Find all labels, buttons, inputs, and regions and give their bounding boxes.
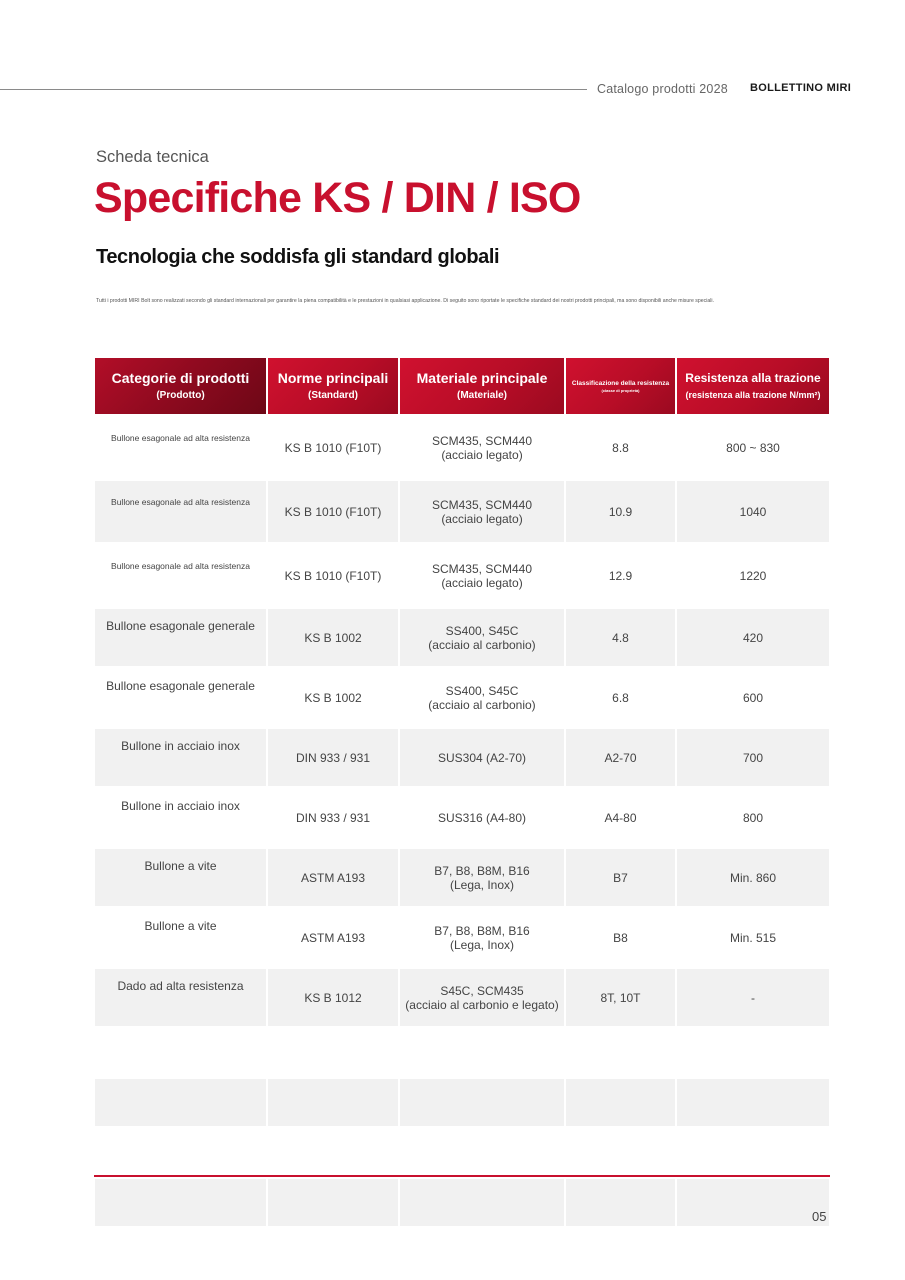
table-row-empty <box>95 1029 829 1076</box>
material-name: S45C, SCM435 <box>440 983 524 998</box>
cell-tensile: Min. 860 <box>677 849 829 906</box>
material-name: SCM435, SCM440 <box>431 433 533 448</box>
column-header-sublabel: (Prodotto) <box>156 390 205 401</box>
cell-grade: 6.8 <box>612 690 629 705</box>
column-header-sublabel: (Standard) <box>308 390 358 401</box>
material-name: SCM435, SCM440 <box>431 497 533 512</box>
cell-standard: DIN 933 / 931 <box>268 729 398 786</box>
material-name: B7, B8, B8M, B16 <box>434 923 530 938</box>
table-row <box>95 609 829 666</box>
cell-grade: B7 <box>566 849 675 906</box>
cell-grade: A2-70 <box>566 729 675 786</box>
cell-material <box>400 909 564 966</box>
cell-grade: 10.9 <box>566 481 675 542</box>
cell-standard: KS B 1010 (F10T) <box>284 568 382 583</box>
column-header-tensile <box>677 358 829 414</box>
spec-table <box>93 355 831 1229</box>
column-header-label: Materiale principale <box>416 370 548 386</box>
column-header-sublabel: (resistenza alla trazione N/mm²) <box>685 390 821 400</box>
table-row <box>95 481 829 542</box>
material-name: SCM435, SCM440 <box>431 561 533 576</box>
cell-material <box>400 417 564 478</box>
cell-grade: 8.8 <box>612 440 629 455</box>
material-note: (acciaio legato) <box>441 575 523 590</box>
cell-grade: B8 <box>613 930 628 945</box>
column-header-label: Resistenza alla trazione <box>685 371 821 385</box>
page-subtitle: Tecnologia che soddisfa gli standard globali <box>96 246 500 268</box>
cell-material: SUS304 (A2-70) <box>400 729 564 786</box>
cell-tensile: 700 <box>677 729 829 786</box>
cell-material <box>400 545 564 606</box>
column-header-sublabel: (classe di proprietà) <box>601 387 640 393</box>
cell-category: Bullone esagonale ad alta resistenza <box>111 561 250 571</box>
cell-standard: KS B 1002 <box>268 609 398 666</box>
cell-grade: A4-80 <box>604 810 637 825</box>
cell-tensile: 1040 <box>677 481 829 542</box>
material-name: SS400, S45C <box>445 683 519 698</box>
column-header-label: Categorie di prodotti <box>111 370 250 386</box>
material-note: (acciaio legato) <box>441 447 523 462</box>
cell-standard: ASTM A193 <box>268 849 398 906</box>
header-brand-label: BOLLETTINO MIRI <box>750 82 852 94</box>
cell-tensile: 1220 <box>739 568 767 583</box>
table-row <box>95 849 829 906</box>
cell-material <box>400 609 564 666</box>
header-rule <box>0 89 587 90</box>
cell-tensile: - <box>677 969 829 1026</box>
cell-category: Bullone esagonale generale <box>106 679 255 693</box>
material-note: (acciaio al carbonio) <box>428 637 536 652</box>
cell-category: Bullone esagonale generale <box>95 609 266 666</box>
material-note: (Lega, Inox) <box>449 877 515 892</box>
material-note: (Lega, Inox) <box>449 937 515 952</box>
cell-grade: 4.8 <box>566 609 675 666</box>
cell-category: Bullone a vite <box>95 849 266 906</box>
table-row <box>95 669 829 726</box>
table-header-row <box>95 358 829 414</box>
column-header-material <box>400 358 564 414</box>
table-row <box>95 789 829 846</box>
cell-standard: KS B 1002 <box>304 690 362 705</box>
table-row-empty <box>95 1179 829 1226</box>
table-row <box>95 729 829 786</box>
cell-grade: 8T, 10T <box>566 969 675 1026</box>
cell-tensile: 420 <box>677 609 829 666</box>
cell-material <box>400 669 564 726</box>
table-row <box>95 545 829 606</box>
header-catalog-label: Catalogo prodotti 2028 <box>597 82 728 96</box>
page-number: 05 <box>812 1209 827 1224</box>
table-row <box>95 909 829 966</box>
intro-paragraph: Tutti i prodotti MIRI Bolt sono realizzati secondo gli standard internazionali per garantire la piena compatibilità e le prestazioni in qualsiasi applicazione. Di seguito sono riportate le specifiche standard dei nostri prodotti principali, ma sono disponibili anche misure speciali. <box>96 298 715 304</box>
cell-material <box>400 969 564 1026</box>
cell-category: Bullone esagonale ad alta resistenza <box>111 433 250 443</box>
cell-category: Dado ad alta resistenza <box>95 969 266 1026</box>
column-header-standard <box>268 358 398 414</box>
table-row-empty <box>95 1079 829 1126</box>
cell-standard: KS B 1012 <box>268 969 398 1026</box>
column-header-grade <box>566 358 675 414</box>
material-name: B7, B8, B8M, B16 <box>434 863 530 878</box>
column-header-sublabel: (Materiale) <box>456 390 507 401</box>
cell-category: Bullone esagonale ad alta resistenza <box>95 481 266 542</box>
table-row-empty <box>95 1129 829 1176</box>
cell-standard: KS B 1010 (F10T) <box>284 440 382 455</box>
cell-standard: KS B 1010 (F10T) <box>268 481 398 542</box>
cell-category: Bullone a vite <box>144 919 217 933</box>
cell-category: Bullone in acciaio inox <box>95 729 266 786</box>
material-note: (acciaio legato) <box>441 511 523 526</box>
cell-tensile: 800 ~ 830 <box>726 440 780 455</box>
cell-material <box>400 849 564 906</box>
page-title: Specifiche KS / DIN / ISO <box>94 174 581 222</box>
column-header-label: Classificazione della resistenza <box>571 379 670 387</box>
table-row <box>95 417 829 478</box>
cell-tensile: 800 <box>742 810 764 825</box>
material-note: (acciaio al carbonio) <box>428 697 536 712</box>
cell-tensile: Min. 515 <box>729 930 777 945</box>
cell-standard: ASTM A193 <box>300 930 366 945</box>
material-note: (acciaio al carbonio e legato) <box>405 997 559 1012</box>
cell-material: SUS316 (A4-80) <box>437 810 527 825</box>
table-row <box>95 969 829 1026</box>
column-header-label: Norme principali <box>277 370 389 386</box>
section-eyebrow: Scheda tecnica <box>96 148 209 166</box>
footer-rule <box>94 1175 830 1177</box>
cell-grade: 12.9 <box>608 568 633 583</box>
cell-tensile: 600 <box>742 690 764 705</box>
material-name: SS400, S45C <box>445 623 519 638</box>
column-header-category <box>95 358 266 414</box>
cell-category: Bullone in acciaio inox <box>121 799 240 813</box>
cell-standard: DIN 933 / 931 <box>295 810 371 825</box>
cell-material <box>400 481 564 542</box>
